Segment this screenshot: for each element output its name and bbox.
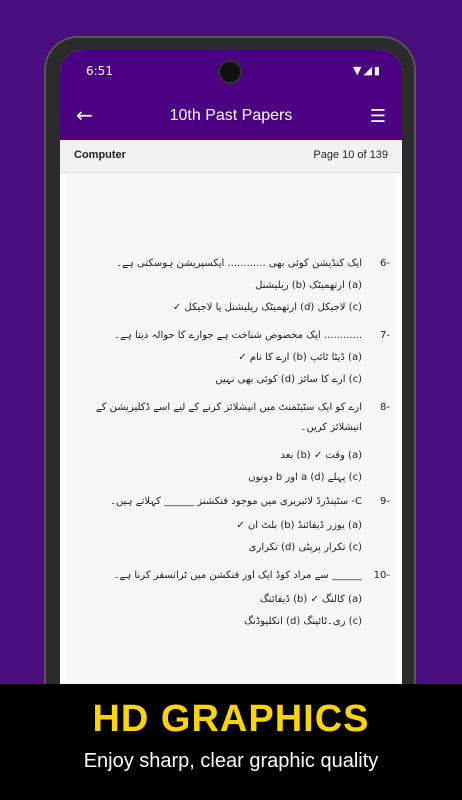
question-number: 7-: [380, 330, 390, 341]
question-line: ............ ایک مخصوص شناخت ہے جوارے کا حوالہ دیتا ہے۔: [114, 330, 362, 341]
back-arrow-icon[interactable]: ←: [76, 103, 93, 127]
question-line: C- سٹینڈرڈ لائبریری میں موجود فنکشنز ______ کہلاتے ہیں۔: [110, 496, 362, 507]
question-line: (a) یوزر ڈیفائنڈ (b) بلٹ ان ✓: [236, 520, 362, 531]
banner-subtitle: Enjoy sharp, clear graphic quality: [83, 750, 379, 772]
document-page: [66, 174, 396, 710]
question-number: 10-: [373, 570, 390, 581]
pdf-subheader: [60, 140, 402, 173]
question-line: (c) تکرار پرپٹی (d) تکراری: [248, 542, 362, 553]
question-line: (c) ارے کا سائز (d) کوئی بھی نہیں: [215, 374, 362, 385]
question-line: (c) ری۔ٹائپنگ (d) انکلیوڈنگ: [244, 616, 362, 627]
status-bar: [60, 50, 402, 94]
banner-headline: HD GRAPHICS: [92, 698, 370, 740]
question-line: (c) پہلے (d) a اور b دونوں: [248, 472, 362, 483]
promo-banner: [0, 684, 462, 800]
phone-screen: [60, 50, 402, 710]
question-line: ______ سے مراد کوڈ ایک اور فنکشن میں ٹرانسفر کرنا ہے۔: [113, 570, 362, 581]
page-indicator: Page 10 of 139: [313, 149, 388, 161]
question-number: 9-: [380, 496, 390, 507]
camera-icon: [220, 62, 240, 82]
question-line: (a) وقت ✓ (b) بعد: [280, 450, 362, 461]
question-line: (c) لاجیکل (d) ارتھمیٹک ریلیشنل یا لاجیکل ✓: [172, 302, 362, 313]
question-number: 8-: [380, 402, 390, 413]
menu-icon[interactable]: ☰: [369, 106, 386, 127]
question-line: ایک کنڈیشن کوئی بھی ............ ایکسپریشن ہوسکتی ہے۔: [116, 258, 362, 269]
question-number: 6-: [380, 258, 390, 269]
question-line: (a) ارتھمیٹک (b) ریلیشنل: [255, 280, 362, 291]
app-title: 10th Past Papers: [169, 107, 293, 124]
question-line: انیشلائز کریں۔: [300, 422, 362, 433]
status-time: 6:51: [86, 64, 113, 78]
question-line: (a) ڈیٹا ٹائپ (b) ارے کا نام ✓: [238, 352, 362, 363]
status-icons: ▼◢▮: [353, 64, 382, 77]
app-bar: [60, 94, 402, 140]
subject-label: Computer: [74, 149, 126, 161]
question-line: ارے کو ایک سٹیٹمنٹ میں انیشلائز کرنے کے لیے اسے ڈکلیریشن کے: [95, 402, 362, 413]
question-line: (a) کالنگ ✓ (b) ڈیفائنگ: [259, 594, 362, 605]
